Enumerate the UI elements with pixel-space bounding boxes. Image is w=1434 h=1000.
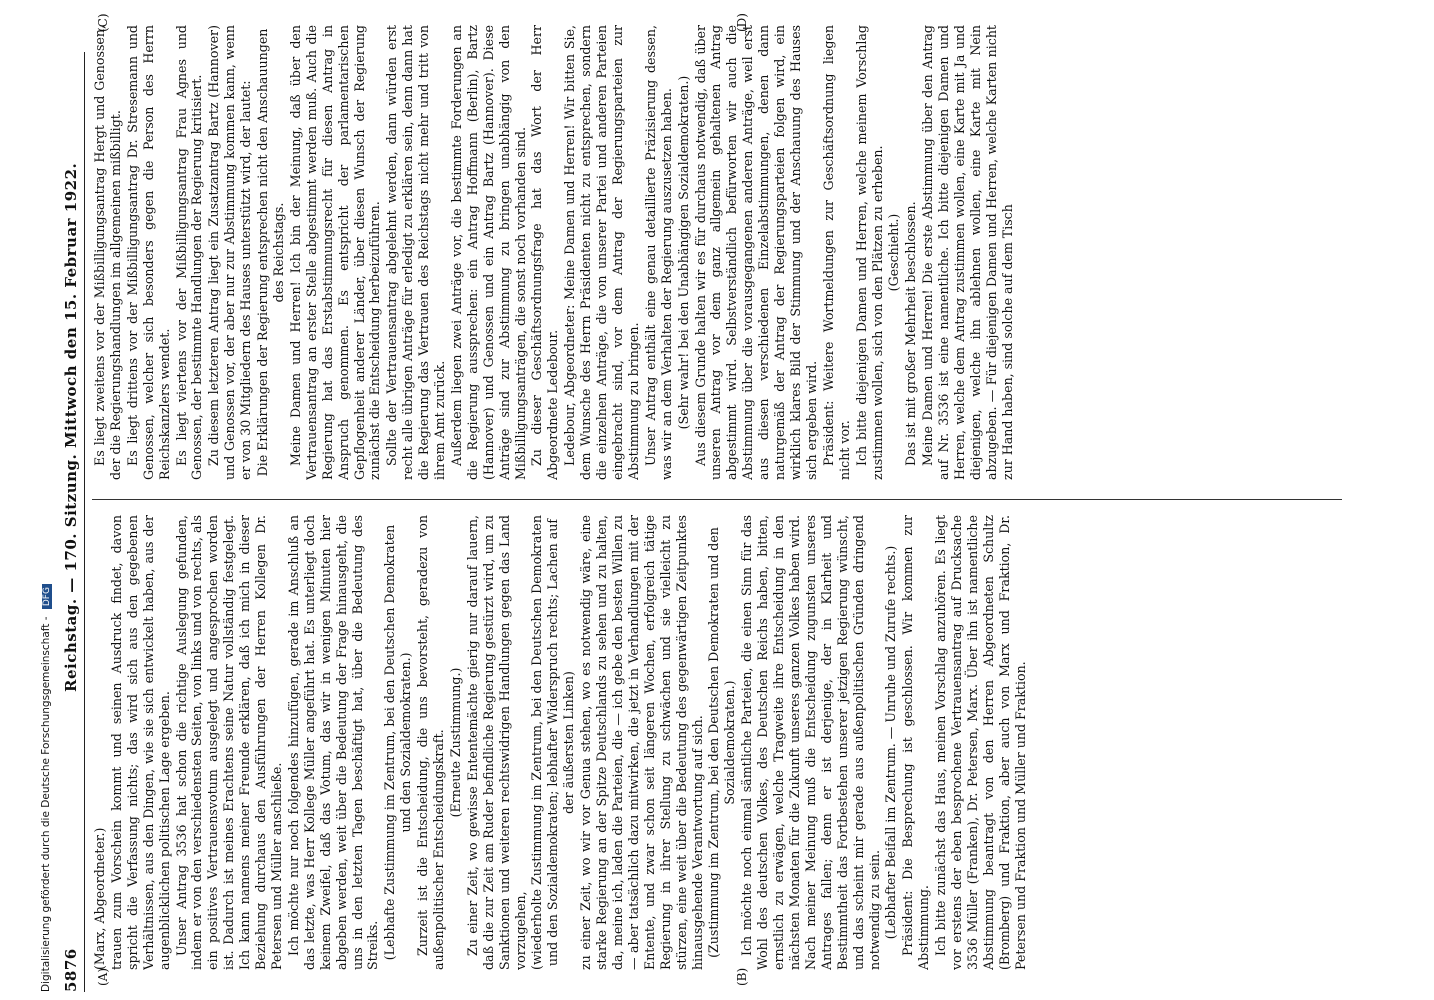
left-column xyxy=(92,515,1362,970)
interjection: (Geschieht.) xyxy=(886,213,902,292)
interjection: (wiederholte Zustimmung im Zentrum, bei den Deutschen Demokraten und den Sozialdemokraten; lebhafter Widerspruch rechts; Lachen auf der äußersten Linken) xyxy=(529,515,577,970)
credit-text: Digitalisierung gefördert durch die Deutsche Forschungsgemeinschaft - xyxy=(40,616,52,992)
paragraph: Zu dieser Geschäftsordnungsfrage hat das Wort der Herr Abgeordnete Ledebour. xyxy=(529,25,561,480)
paragraph: Unser Antrag 3536 hat schon die richtige Auslegung gefunden, indem er von den verschiedensten Seiten, von links und von rechts, als ein positives Vertrauensvotum ausgelegt und angesprochen worden ist. Dadurch ist meines Erachtens seine Natur vollständig festgelegt. Ich kann namens meiner Freunde erklären, daß ich mich in dieser Beziehung durchaus den Ausführungen der Herren Kollegen Dr. Petersen und Müller anschließe. xyxy=(173,515,284,970)
paragraph: Außerdem liegen zwei Anträge vor, die bestimmte Forderungen an die Regierung aussprechen: ein Antrag Hoffmann (Berlin), Bartz (Hannover) und Genossen und ein Antrag Bartz (Hannover). Diese Anträge sind zur Abstimmung zu bringen unabhängig von den Mißbilligungsanträgen, die sonst noch vorhanden sind. xyxy=(448,25,528,480)
right-column xyxy=(92,25,1362,480)
page-header xyxy=(60,52,85,992)
president-statement: Präsident: Weitere Wortmeldungen zur Geschäftsordnung liegen nicht vor. xyxy=(820,25,852,480)
interjection: (Erneute Zustimmung.) xyxy=(447,667,463,818)
paragraph: Es liegt zweitens vor der Mißbilligungsantrag Hergt und Genossen, der die Regierungshandlungen im allgemeinen mißbilligt. xyxy=(92,25,123,480)
dfg-logo: DFG xyxy=(42,584,52,609)
margin-marker-b: (B) xyxy=(735,967,749,986)
paragraph: Ich möchte nur noch folgendes hinzufügen, gerade im Anschluß an das letzte, was Herr Kollege Müller angeführt hat. Es unterliegt doch keinem Zweifel, daß das Votum, das wir in wenigen Minuten hier abgeben werden, weit über die Bedeutung der Frage hinausgeht, die uns in den letzten Tagen beschäftigt hat, über die Bedeutung des Streiks. xyxy=(285,515,381,970)
paragraph: Ich bitte zunächst das Haus, meinen Vorschlag anzuhören. Es liegt vor erstens der eben besprochene Vertrauensantrag auf Drucksache 3536 Müller (Franken), Dr. Petersen, Marx. Über ihn ist namentliche Abstimmung beantragt von den Herren Abgeordneten Schultz (Bromberg) und Fraktion, aber auch von Marx und Fraktion, Dr. Petersen und Fraktion und Müller und Fraktion. xyxy=(933,515,1028,970)
paragraph: Meine Damen und Herren! Die erste Abstimmung über den Antrag auf Nr. 3536 ist eine namentliche. Ich bitte diejenigen Damen und Herren, welche dem Antrag zustimmen wollen, eine Karte mit Ja und diejenigen, welche ihn ablehnen wollen, eine Karte mit Nein abzugeben. — Für diejenigen Damen und Herren, welche Karten nicht zur Hand haben, sind solche auf dem Tisch xyxy=(920,25,1015,480)
interjection: (Sehr wahr! bei den Unabhängigen Sozialdemokraten.) xyxy=(675,75,691,430)
president-statement: Präsident: Die Besprechung ist geschlossen. Wir kommen zur Abstimmung. xyxy=(900,515,932,970)
speaker-statement: Ledebour, Abgeordneter: Meine Damen und Herren! Wir bitten Sie, dem Wunsche des Herrn Präsidenten nicht zu entsprechen, sondern die einzelnen Anträge, die von unserer Partei und anderen Parteien eingebracht sind, vor dem Antrag der Regierungsparteien zur Abstimmung zu bringen. xyxy=(562,25,641,480)
paragraph: Zurzeit ist die Entscheidung, die uns bevorsteht, geradezu von außenpolitischer Entscheidungskraft. xyxy=(415,515,447,970)
column-divider xyxy=(92,499,1342,500)
paragraph: Es liegt viertens vor der Mißbilligungsantrag Frau Agnes und Genossen, der bestimmte Handlungen der Regierung kritisiert. xyxy=(173,25,205,480)
paragraph: Sollte der Vertrauensantrag abgelehnt werden, dann würden erst recht alle übrigen Anträge für erledigt zu erklären sein, denn dann hat die Regierung das Vertrauen des Reichstags nicht mehr und tritt von ihrem Amt zurück. xyxy=(384,25,448,480)
paragraph: Es liegt drittens vor der Mißbilligungsantrag Dr. Stresemann und Genossen, welcher sich besonders gegen die Person des Herrn Reichskanzlers wendet. xyxy=(124,25,172,480)
paragraph: Ich möchte noch einmal sämtliche Parteien, die einen Sinn für das Wohl des deutschen Volkes, des Deutschen Reichs haben, bitten, ernstlich zu erwägen, welche Tragweite ihre Entscheidung in den nächsten Monaten für die Zukunft unseres ganzen Volkes haben wird. Nach meiner Meinung muß die Entscheidung zugunsten unseres Antrages fallen; denn er ist derjenige, der in Klarheit und Bestimmtheit das Fortbestehen unserer jetzigen Regierung wünscht, und das scheint mir gerade aus außenpolitischen Gründen dringend notwendig zu sein. xyxy=(739,515,882,970)
interjection: (Lebhafte Zustimmung im Zentrum, bei den Deutschen Demokraten und den Sozialdemokraten.) xyxy=(382,524,414,961)
margin-marker-a: (A) xyxy=(96,967,110,986)
paragraph: trauen zum Vorschein kommt und seinen Ausdruck findet, davon spricht die Verfassung nichts; das wird sich aus den gegebenen Verhältnissen, aus den Dingen, wie sie sich entwickelt haben, aus der augenblicklichen politischen Lage ergeben. xyxy=(108,515,172,970)
margin-marker-c: (C) xyxy=(96,13,110,32)
digitization-credit xyxy=(40,8,56,992)
speaker-line: (Marx, Abgeordneter.) xyxy=(92,827,107,970)
page-number: 5876 xyxy=(62,948,80,992)
interjection: (Zustimmung im Zentrum, bei den Deutschen Demokraten und den Sozialdemokraten.) xyxy=(706,527,738,958)
quoted-motion: Die Erklärungen der Regierung entsprechen nicht den Anschauungen des Reichstags. xyxy=(255,28,286,477)
interjection: (Lebhafter Beifall im Zentrum. — Unruhe und Zurufe rechts.) xyxy=(883,545,899,940)
paragraph: Unser Antrag enthält eine genau detaillierte Präzisierung dessen, was wir an dem Verhalten der Regierung auszusetzen haben. xyxy=(642,25,674,480)
paragraph: Zu diesem letzteren Antrag liegt ein Zusatzantrag Bartz (Hannover) und Genossen vor, der aber nur zur Abstimmung kommen kann, wenn er von 30 Mitgliedern des Hauses unterstützt wird, der lautet: xyxy=(206,25,254,480)
paragraph: Aus diesem Grunde halten wir es für durchaus notwendig, daß über unseren Antrag vor dem ganz allgemein gehaltenen Antrag abgestimmt wird. Selbstverständlich befürworten wir auch die Abstimmung über die vorausgegangenen anderen Anträge, weil erst aus diesen verschiedenen Einzelabstimmungen, denen dann naturgemäß der Antrag der Regierungsparteien folgen wird, ein wirklich klares Bild der Stimmung und der Anschauung des Hauses sich ergeben wird. xyxy=(692,25,819,480)
paragraph: Zu einer Zeit, wo gewisse Ententemächte gierig nur darauf lauern, daß die zur Zeit am Ruder befindliche Regierung gestürzt wird, um zu Sanktionen und weiteren rechtswidrigen Handlungen gegen das Land vorzugehen, xyxy=(464,515,528,970)
paragraph: Meine Damen und Herren! Ich bin der Meinung, daß über den Vertrauensantrag an erster Stelle abgestimmt werden muß. Auch die Regierung hat das Erstabstimmungsrecht für diesen Antrag in Anspruch genommen. Es entspricht der parlamentarischen Gepflogenheit anderer Länder, über diesen Wunsch der Regierung zunächst die Entscheidung herbeizuführen. xyxy=(287,25,383,480)
margin-marker-d: (D) xyxy=(735,13,749,32)
paragraph: Das ist mit großer Mehrheit beschlossen. xyxy=(903,201,919,466)
paragraph: zu einer Zeit, wo wir vor Genua stehen, wo es notwendig wäre, eine starke Regierung an der Spitze Deutschlands zu sehen und zu halten, da, meine ich, laden die Parteien, die — ich gebe den besten Willen zu — aber tatsächlich dazu mitwirken, die jetzt in Verhandlungen mit der Entente, und zwar schon seit längeren Wochen, erfolgreich tätige Regierung in ihrer Stellung zu schwächen und sie vielleicht zu stürzen, eine weit über die Bedeutung des gegenwärtigen Zeitpunktes hinausgehende Verantwortung auf sich. xyxy=(578,515,705,970)
page-title: Reichstag. — 170. Sitzung. Mittwoch den 15. Februar 1922. xyxy=(62,162,80,692)
paragraph: Ich bitte diejenigen Damen und Herren, welche meinem Vorschlag zustimmen wollen, sich von den Plätzen zu erheben. xyxy=(853,25,885,480)
